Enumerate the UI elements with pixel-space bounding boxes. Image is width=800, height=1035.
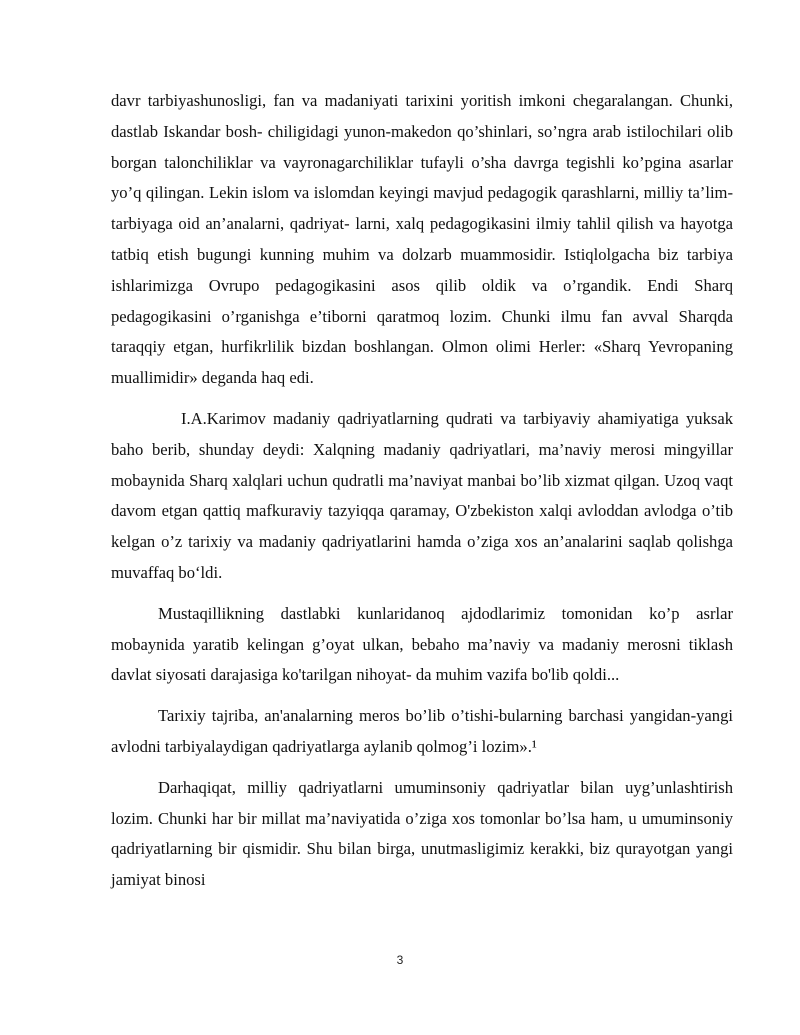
paragraph-universal-values: Darhaqiqat, milliy qadriyatlarni umuminsoniy qadriyatlar bilan uyg’unlashtirish lozim. Chunki har bir millat ma’naviyatida o’ziga xos tomonlar bo’lsa ham, u umuminsoniy qadriyatlarning bir qismidir. Shu bilan birga, unutmasligimiz kerakki, biz qurayotgan yangi jamiyat binosi xyxy=(111,777,733,890)
paragraph-independence: Mustaqillikning dastlabki kunlaridanoq ajdodlarimiz tomonidan ko’p asrlar mobaynida yaratib kelingan g’oyat ulkan, bebaho ma’naviy va madaniy merosni tiklash davlat siyosati darajasiga ko'tarilgan nihoyat- da muhim vazifa bo'lib qoldi... xyxy=(111,603,733,685)
paragraph-history-limits: davr tarbiyashunosligi, fan va madaniyati tarixini yoritish imkoni chegaralangan. Chunki, dastlab Iskandar bosh- chiligidagi yunon-makedon qo’shinlari, so’ngra arab istilochilari olib borgan talonchiliklar va vayronagarchiliklar tufayli o’sha davrga tegishli ko’pgina asarlar yo’q qilingan. Lekin islom va islomdan keyingi mavjud pedagogik qarashlarni, milliy ta’lim-tarbiyaga oid an’analarni, qadriyat- larni, xalq pedagogikasini ilmiy tahlil qilish va hayotga tatbiq etish bugungi kunning muhim va dolzarb muammosidir. Istiqlolgacha biz tarbiya ishlarimizga Ovrupo pedagogikasini asos qilib oldik va o’rgandik. Endi Sharq pedagogikasini o’rganishga e’tiborni qaratmoq lozim. Chunki ilmu fan avval Sharqda taraqqiy etgan, hurfikrlilik bizdan boshlangan. Olmon olimi Herler: «Sharq Yevropaning muallimidir» deganda haq edi. xyxy=(111,91,733,388)
paragraph-karimov-quote: I.A.Karimov madaniy qadriyatlarning qudrati va tarbiyaviy ahamiyatiga yuksak baho berib, shunday deydi: Xalqning madaniy qadriyatlari, ma’naviy merosi mingyillar mobaynida Sharq xalqlari uchun qudratli ma’naviyat manbai bo’lib xizmat qilgan. Uzoq vaqt davom etgan qattiq mafkuraviy tazyiqqa qaramay, O'zbekiston xalqi avloddan avlodga o’tib kelgan o’z tarixiy va madaniy qadriyatlarini hamda o’ziga xos an’analarini saqlab qolishga muvaffaq bo‘ldi. xyxy=(111,408,733,582)
page-number: 3 xyxy=(396,953,404,967)
document-body xyxy=(111,86,733,896)
paragraph-historical-experience: Tarixiy tajriba, an'analarning meros bo’lib o’tishi-bularning barchasi yangidan-yangi avlodni tarbiyalaydigan qadriyatlarga aylanib qolmog’i lozim».¹ xyxy=(111,706,733,756)
